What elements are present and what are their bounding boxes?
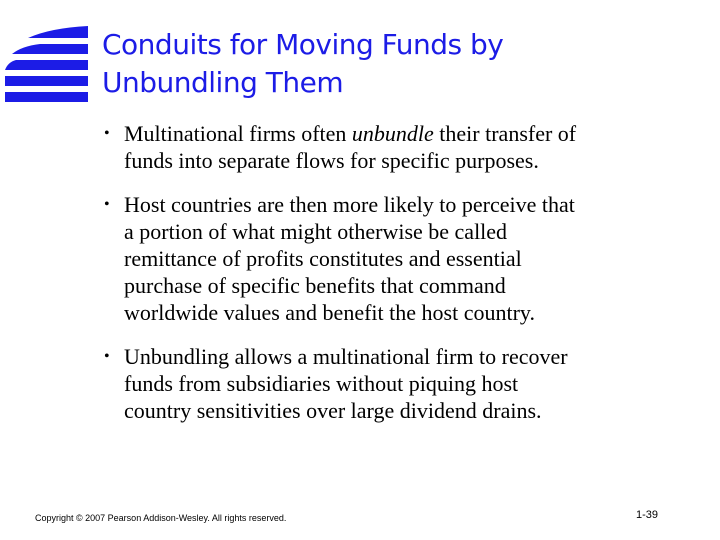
bullet-marker: •	[104, 348, 110, 365]
bullet-item	[104, 120, 704, 174]
bullet-marker: •	[104, 196, 110, 213]
bullet-line: country sensitivities over large dividend drains.	[124, 398, 542, 423]
bullet-item	[104, 343, 704, 424]
bullet-line: a portion of what might otherwise be called	[124, 219, 508, 244]
bullet-line: funds from subsidiaries without piquing host	[124, 371, 519, 396]
bullet-line: remittance of profits constitutes and essential	[124, 246, 522, 271]
page-number: 1-39	[636, 509, 659, 521]
bullet-marker: •	[104, 125, 110, 142]
emphasis-text: unbundle	[351, 121, 434, 146]
footer-copyright: Copyright © 2007 Pearson Addison-Wesley. All rights reserved.	[35, 513, 287, 523]
bullet-line: worldwide values and benefit the host country.	[124, 300, 535, 325]
bullet-line: funds into separate flows for specific purposes.	[124, 148, 539, 173]
slide-title-line: Unbundling Them	[102, 66, 344, 99]
bullet-line: Host countries are then more likely to perceive that	[124, 192, 575, 217]
bullet-item	[104, 191, 704, 326]
bullet-list	[104, 120, 704, 441]
slide-title-line: Conduits for Moving Funds by	[102, 28, 504, 61]
bullet-line: Multinational firms often unbundle their transfer of	[124, 121, 577, 146]
bullet-line: purchase of specific benefits that command	[124, 273, 506, 298]
bullet-line: Unbundling allows a multinational firm to recover	[124, 344, 568, 369]
stripe-logo-icon	[0, 0, 100, 110]
slide-title	[102, 26, 702, 102]
